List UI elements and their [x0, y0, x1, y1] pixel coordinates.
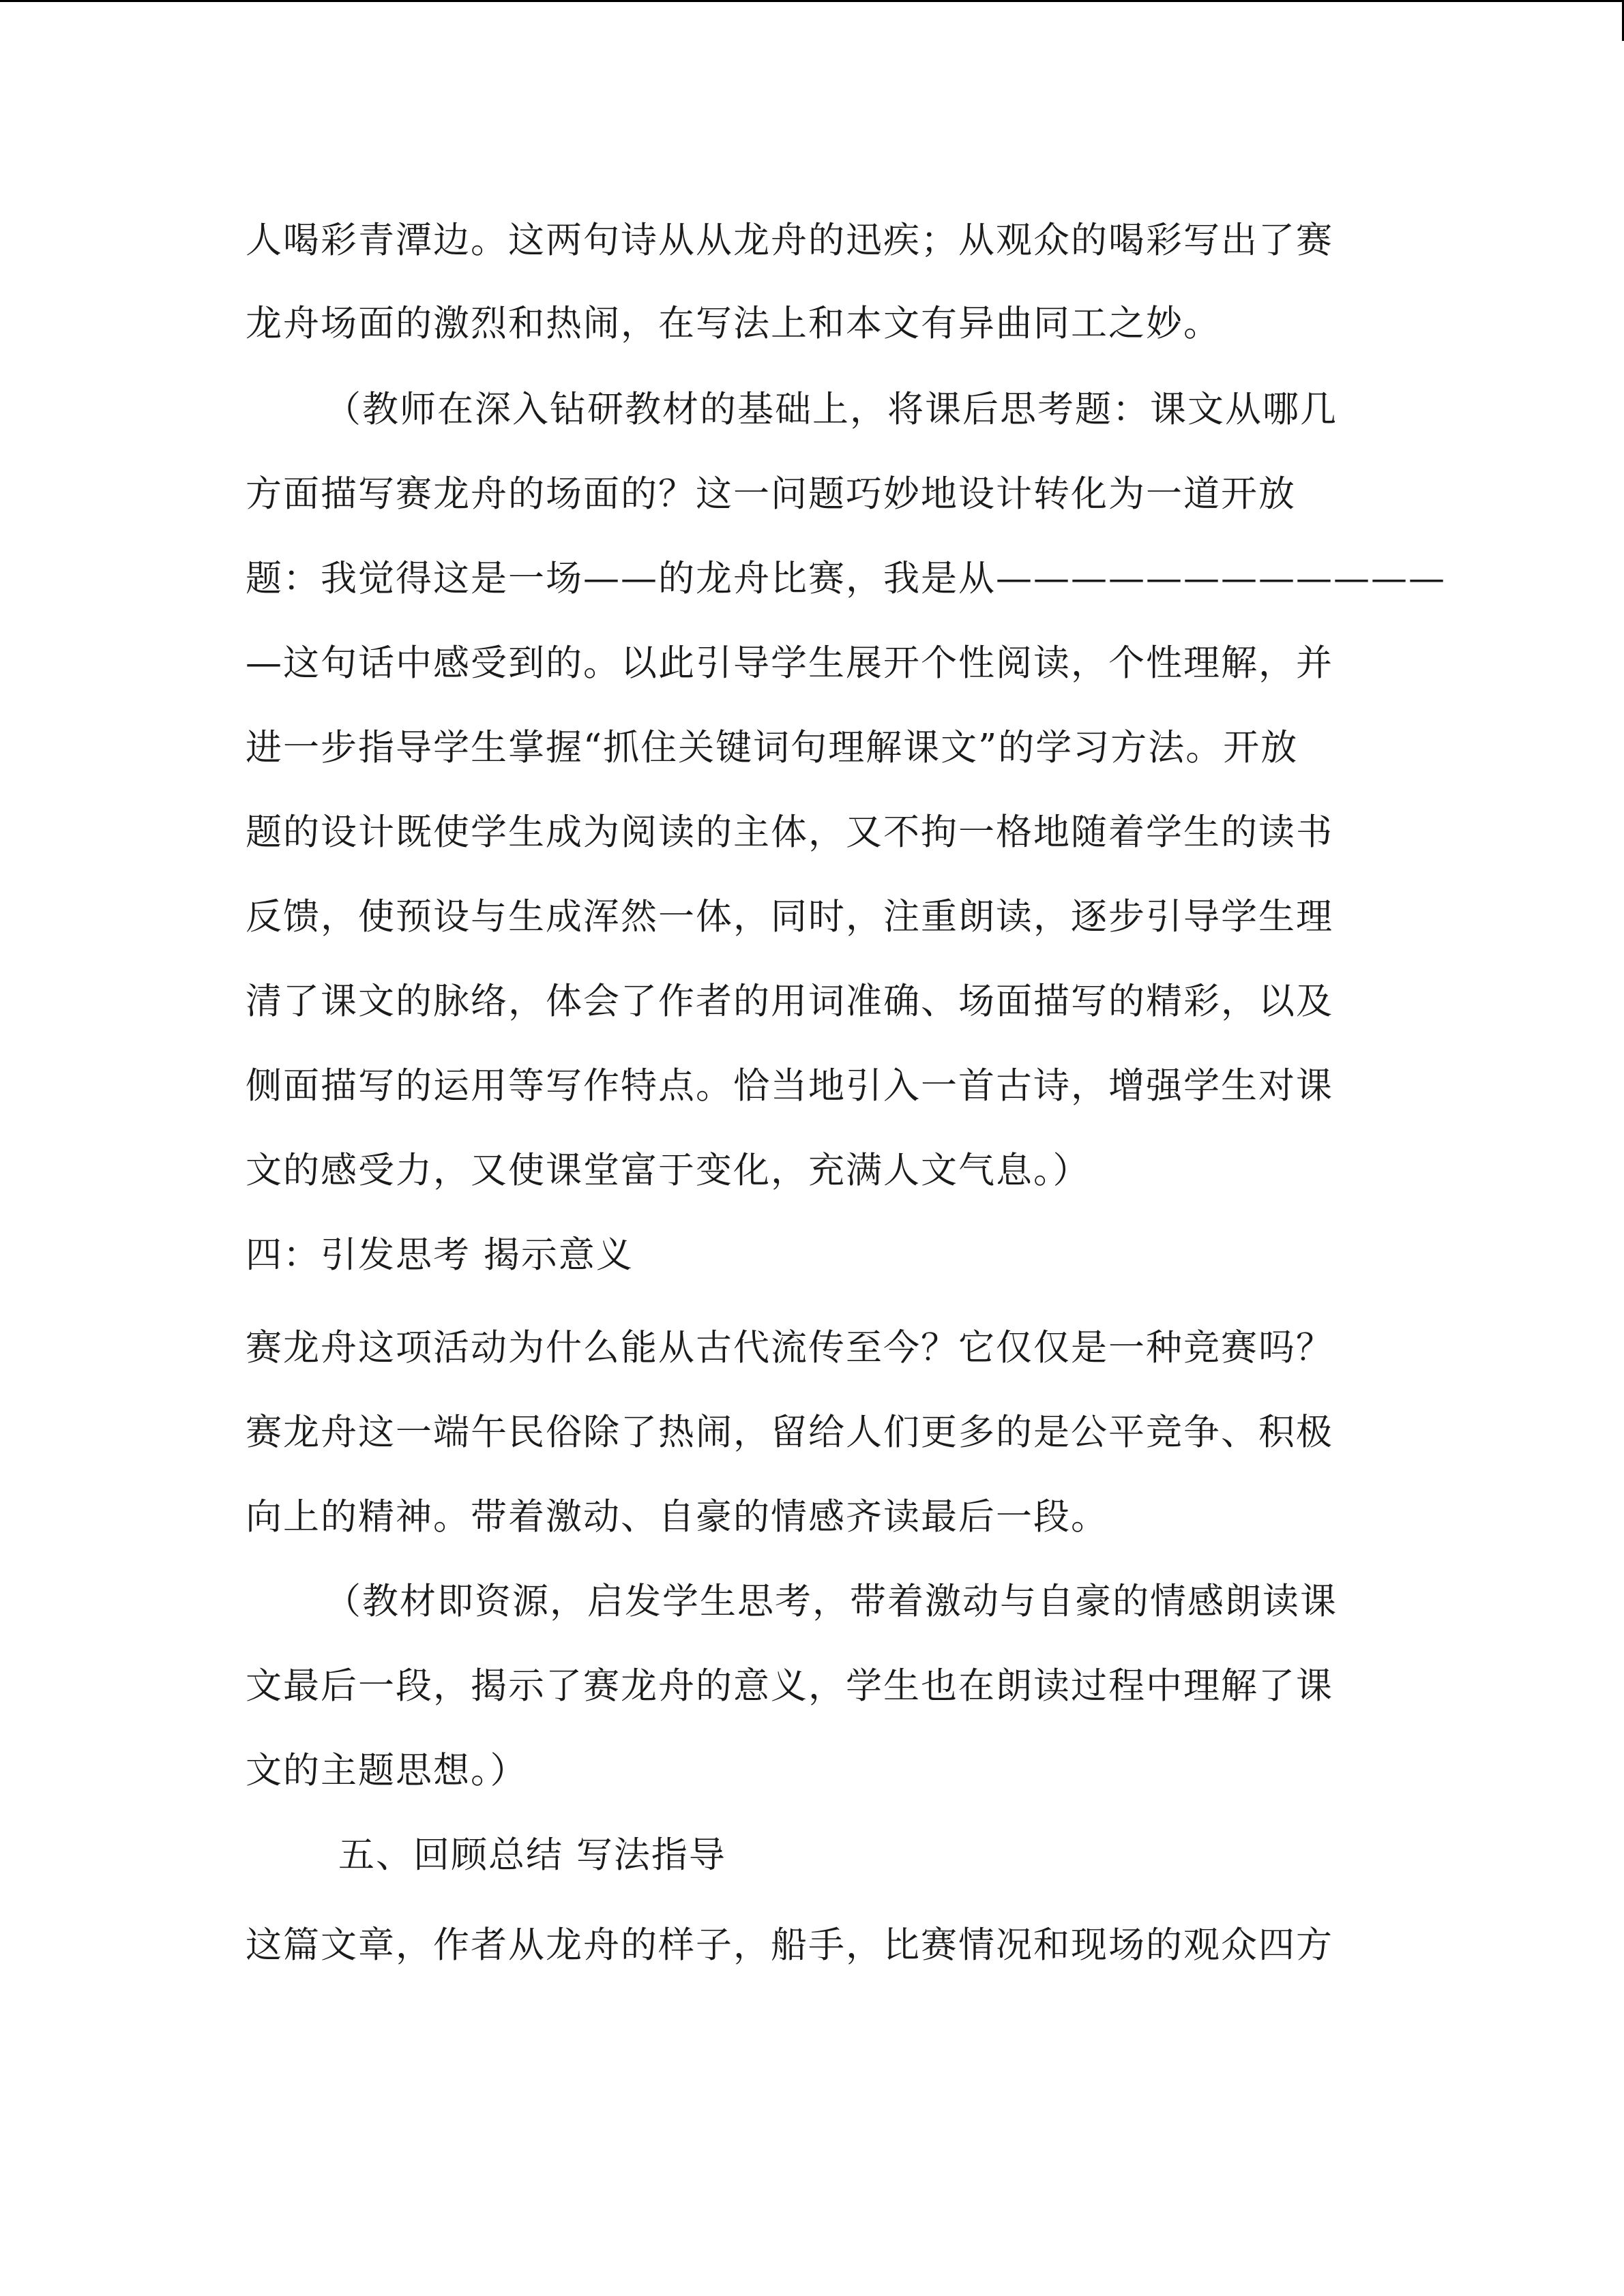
text-line: 题的设计既使学生成为阅读的主体，又不拘一格地随着学生的读书 [246, 811, 1333, 853]
section-heading: 四：引发思考 揭示意义 [246, 1234, 634, 1276]
text-line: 进一步指导学生掌握“抓住关键词句理解课文”的学习方法。开放 [246, 727, 1299, 769]
text-line: 文的主题思想。） [246, 1750, 528, 1791]
section-heading: 五、回顾总结 写法指导 [338, 1834, 726, 1876]
text-line: 向上的精神。带着激动、自豪的情感齐读最后一段。 [246, 1496, 1108, 1538]
text-line: 龙舟场面的激烈和热闹，在写法上和本文有异曲同工之妙。 [246, 303, 1221, 344]
text-line: 赛龙舟这一端午民俗除了热闹，留给人们更多的是公平竞争、积极 [246, 1412, 1333, 1453]
text-line: 反馈，使预设与生成浑然一体，同时，注重朗读，逐步引导学生理 [246, 896, 1333, 938]
text-line: （教材即资源，启发学生思考，带着激动与自豪的情感朗读课 [325, 1581, 1338, 1622]
text-line: 清了课文的脉络，体会了作者的用词准确、场面描写的精彩，以及 [246, 981, 1333, 1022]
text-line: 方面描写赛龙舟的场面的？这一问题巧妙地设计转化为一道开放 [246, 473, 1296, 515]
page-top-border [0, 0, 1624, 2]
text-line: 赛龙舟这项活动为什么能从古代流传至今？它仅仅是一种竞赛吗？ [246, 1327, 1333, 1369]
text-line: 人喝彩青潭边。这两句诗从从龙舟的迅疾；从观众的喝彩写出了赛 [246, 220, 1333, 261]
text-line: 侧面描写的运用等写作特点。恰当地引入一首古诗，增强学生对课 [246, 1065, 1333, 1107]
text-line: 题：我觉得这是一场——的龙舟比赛，我是从———————————— [246, 558, 1446, 599]
text-line: 文最后一段，揭示了赛龙舟的意义，学生也在朗读过程中理解了课 [246, 1665, 1333, 1707]
text-line: （教师在深入钻研教材的基础上，将课后思考题：课文从哪几 [325, 389, 1338, 430]
text-line: 这篇文章，作者从龙舟的样子，船手，比赛情况和现场的观众四方 [246, 1924, 1333, 1966]
text-line: 文的感受力，又使课堂富于变化，充满人文气息。） [246, 1150, 1091, 1191]
text-line: —这句话中感受到的。以此引导学生展开个性阅读，个性理解，并 [246, 642, 1333, 684]
